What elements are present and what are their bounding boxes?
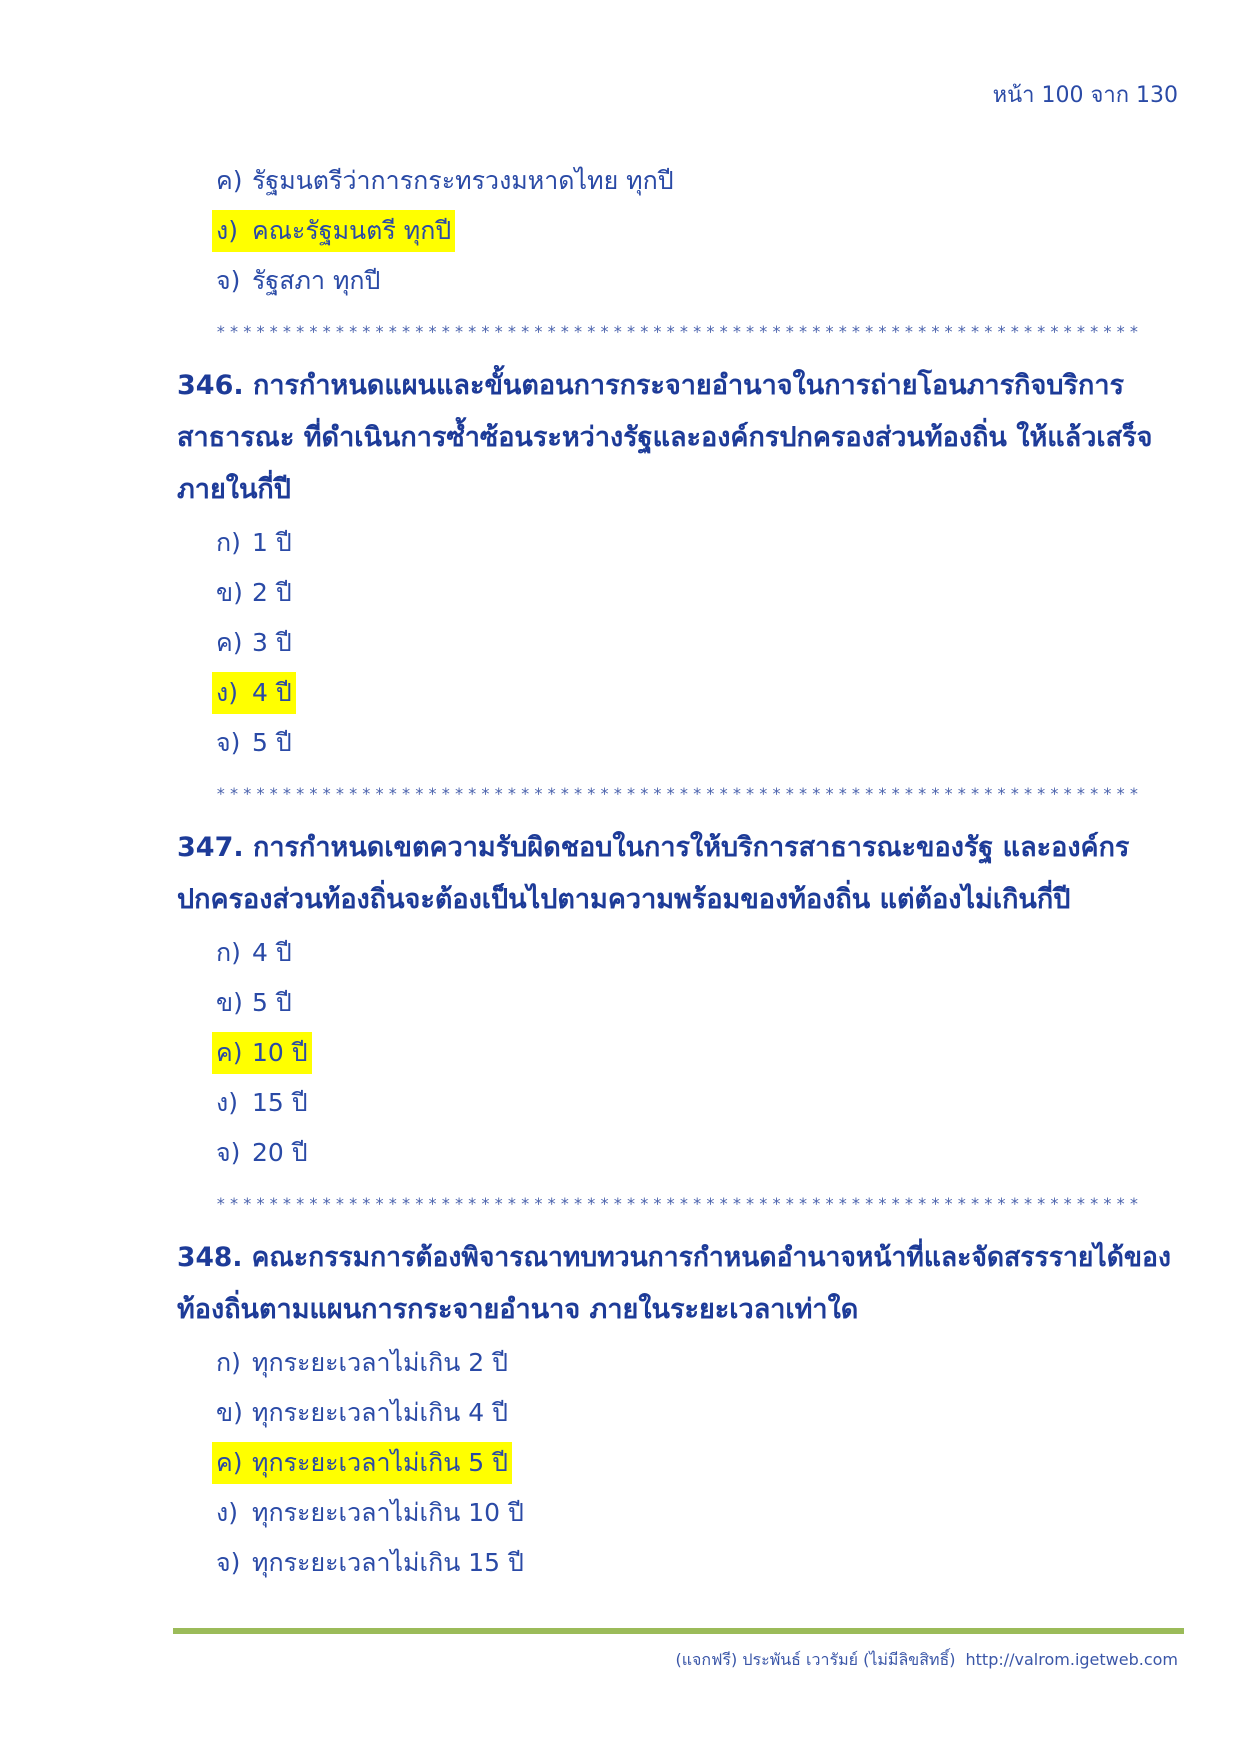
footer-credit: (แจกฟรี) ประพันธ์ เวารัมย์ (ไม่มีลิขสิทธิ์): [675, 1650, 956, 1669]
option-text: 4 ปี: [252, 678, 292, 707]
answer-option: [212, 522, 296, 564]
option-text: ทุกระยะเวลาไม่เกิน 15 ปี: [252, 1548, 524, 1577]
question-347: [177, 822, 1178, 926]
answer-option: [212, 722, 296, 764]
answer-option: [212, 672, 296, 714]
answer-option: [212, 1342, 512, 1384]
option-row: [0, 618, 1240, 668]
option-text: รัฐสภา ทุกปี: [252, 266, 381, 295]
option-letter: ข): [216, 578, 243, 607]
option-letter: ง): [216, 1088, 238, 1117]
asterisk-separator: **********************************************************************: [216, 783, 1143, 803]
option-text: 4 ปี: [252, 938, 292, 967]
option-row: [0, 718, 1240, 768]
option-text: ทุกระยะเวลาไม่เกิน 4 ปี: [252, 1398, 508, 1427]
option-text: ทุกระยะเวลาไม่เกิน 5 ปี: [252, 1448, 508, 1477]
option-text: 10 ปี: [252, 1038, 308, 1067]
option-text: รัฐมนตรีว่าการกระทรวงมหาดไทย ทุกปี: [252, 166, 674, 195]
option-row: [0, 1538, 1240, 1588]
answer-option: [212, 572, 296, 614]
option-row: [0, 1388, 1240, 1438]
option-text: ทุกระยะเวลาไม่เกิน 10 ปี: [252, 1498, 524, 1527]
option-row: [0, 518, 1240, 568]
answer-option: [212, 1492, 528, 1534]
page-content: [0, 156, 1240, 1588]
question-line: 347. การกำหนดเขตความรับผิดชอบในการให้บริการสาธารณะของรัฐ และองค์กร: [177, 832, 1130, 863]
question-line: ปกครองส่วนท้องถิ่นจะต้องเป็นไปตามความพร้อมของท้องถิ่น แต่ต้องไม่เกินกี่ปี: [177, 884, 1071, 915]
option-text: 2 ปี: [252, 578, 292, 607]
option-letter: ข): [216, 1398, 243, 1427]
option-row: [0, 156, 1240, 206]
option-row: [0, 1028, 1240, 1078]
answer-option: [212, 1442, 512, 1484]
option-letter: ค): [216, 1448, 243, 1477]
question-line: ท้องถิ่นตามแผนการกระจายอำนาจ ภายในระยะเวลาเท่าใด: [177, 1294, 859, 1325]
question-347-options: [0, 928, 1240, 1178]
option-letter: จ): [216, 1138, 241, 1167]
question-348-options: [0, 1338, 1240, 1588]
option-text: 20 ปี: [252, 1138, 308, 1167]
option-text: 3 ปี: [252, 628, 292, 657]
option-letter: ก): [216, 1348, 241, 1377]
option-text: ทุกระยะเวลาไม่เกิน 2 ปี: [252, 1348, 508, 1377]
option-row: [0, 668, 1240, 718]
answer-option: [212, 1542, 528, 1584]
option-letter: ก): [216, 938, 241, 967]
option-letter: ง): [216, 678, 238, 707]
option-text: 1 ปี: [252, 528, 292, 557]
option-row: [0, 206, 1240, 256]
option-text: คณะรัฐมนตรี ทุกปี: [252, 216, 452, 245]
asterisk-separator: **********************************************************************: [216, 1193, 1143, 1213]
option-text: 5 ปี: [252, 728, 292, 757]
answer-option: [212, 932, 296, 974]
question-line: 348. คณะกรรมการต้องพิจารณาทบทวนการกำหนดอำนาจหน้าที่และจัดสรรรายได้ของ: [177, 1242, 1171, 1273]
answer-option: [212, 1392, 512, 1434]
option-row: [0, 568, 1240, 618]
option-row: [0, 1078, 1240, 1128]
answer-option: [212, 1132, 312, 1174]
option-letter: ค): [216, 166, 243, 195]
page-number-label: หน้า 100 จาก 130: [992, 83, 1178, 108]
option-row: [0, 1128, 1240, 1178]
option-row: [0, 1338, 1240, 1388]
option-row: [0, 978, 1240, 1028]
option-letter: จ): [216, 1548, 241, 1577]
option-row: [0, 1438, 1240, 1488]
option-letter: ข): [216, 988, 243, 1017]
option-letter: จ): [216, 266, 241, 295]
asterisk-separator: **********************************************************************: [216, 321, 1143, 341]
option-row: [0, 256, 1240, 306]
answer-option: [212, 210, 455, 252]
answer-option: [212, 982, 296, 1024]
option-letter: จ): [216, 728, 241, 757]
footer-url: http://valrom.igetweb.com: [965, 1650, 1178, 1669]
option-letter: ง): [216, 216, 238, 245]
question-346-options: [0, 518, 1240, 768]
answer-option: [212, 1032, 312, 1074]
answer-option: [212, 160, 678, 202]
continued-options: [0, 156, 1240, 306]
footer: [675, 1648, 1178, 1672]
option-text: 15 ปี: [252, 1088, 308, 1117]
option-letter: ง): [216, 1498, 238, 1527]
question-line: 346. การกำหนดแผนและขั้นตอนการกระจายอำนาจในการถ่ายโอนภารกิจบริการ: [177, 370, 1124, 401]
option-row: [0, 1488, 1240, 1538]
answer-option: [212, 622, 296, 664]
question-line: ภายในกี่ปี: [177, 474, 291, 505]
answer-option: [212, 260, 384, 302]
answer-option: [212, 1082, 312, 1124]
question-line: สาธารณะ ที่ดำเนินการซ้ำซ้อนระหว่างรัฐและองค์กรปกครองส่วนท้องถิ่น ให้แล้วเสร็จ: [177, 422, 1153, 453]
footer-rule: [173, 1628, 1184, 1634]
option-letter: ก): [216, 528, 241, 557]
option-letter: ค): [216, 1038, 243, 1067]
option-text: 5 ปี: [252, 988, 292, 1017]
option-letter: ค): [216, 628, 243, 657]
question-348: [177, 1232, 1178, 1336]
question-346: [177, 360, 1178, 516]
option-row: [0, 928, 1240, 978]
